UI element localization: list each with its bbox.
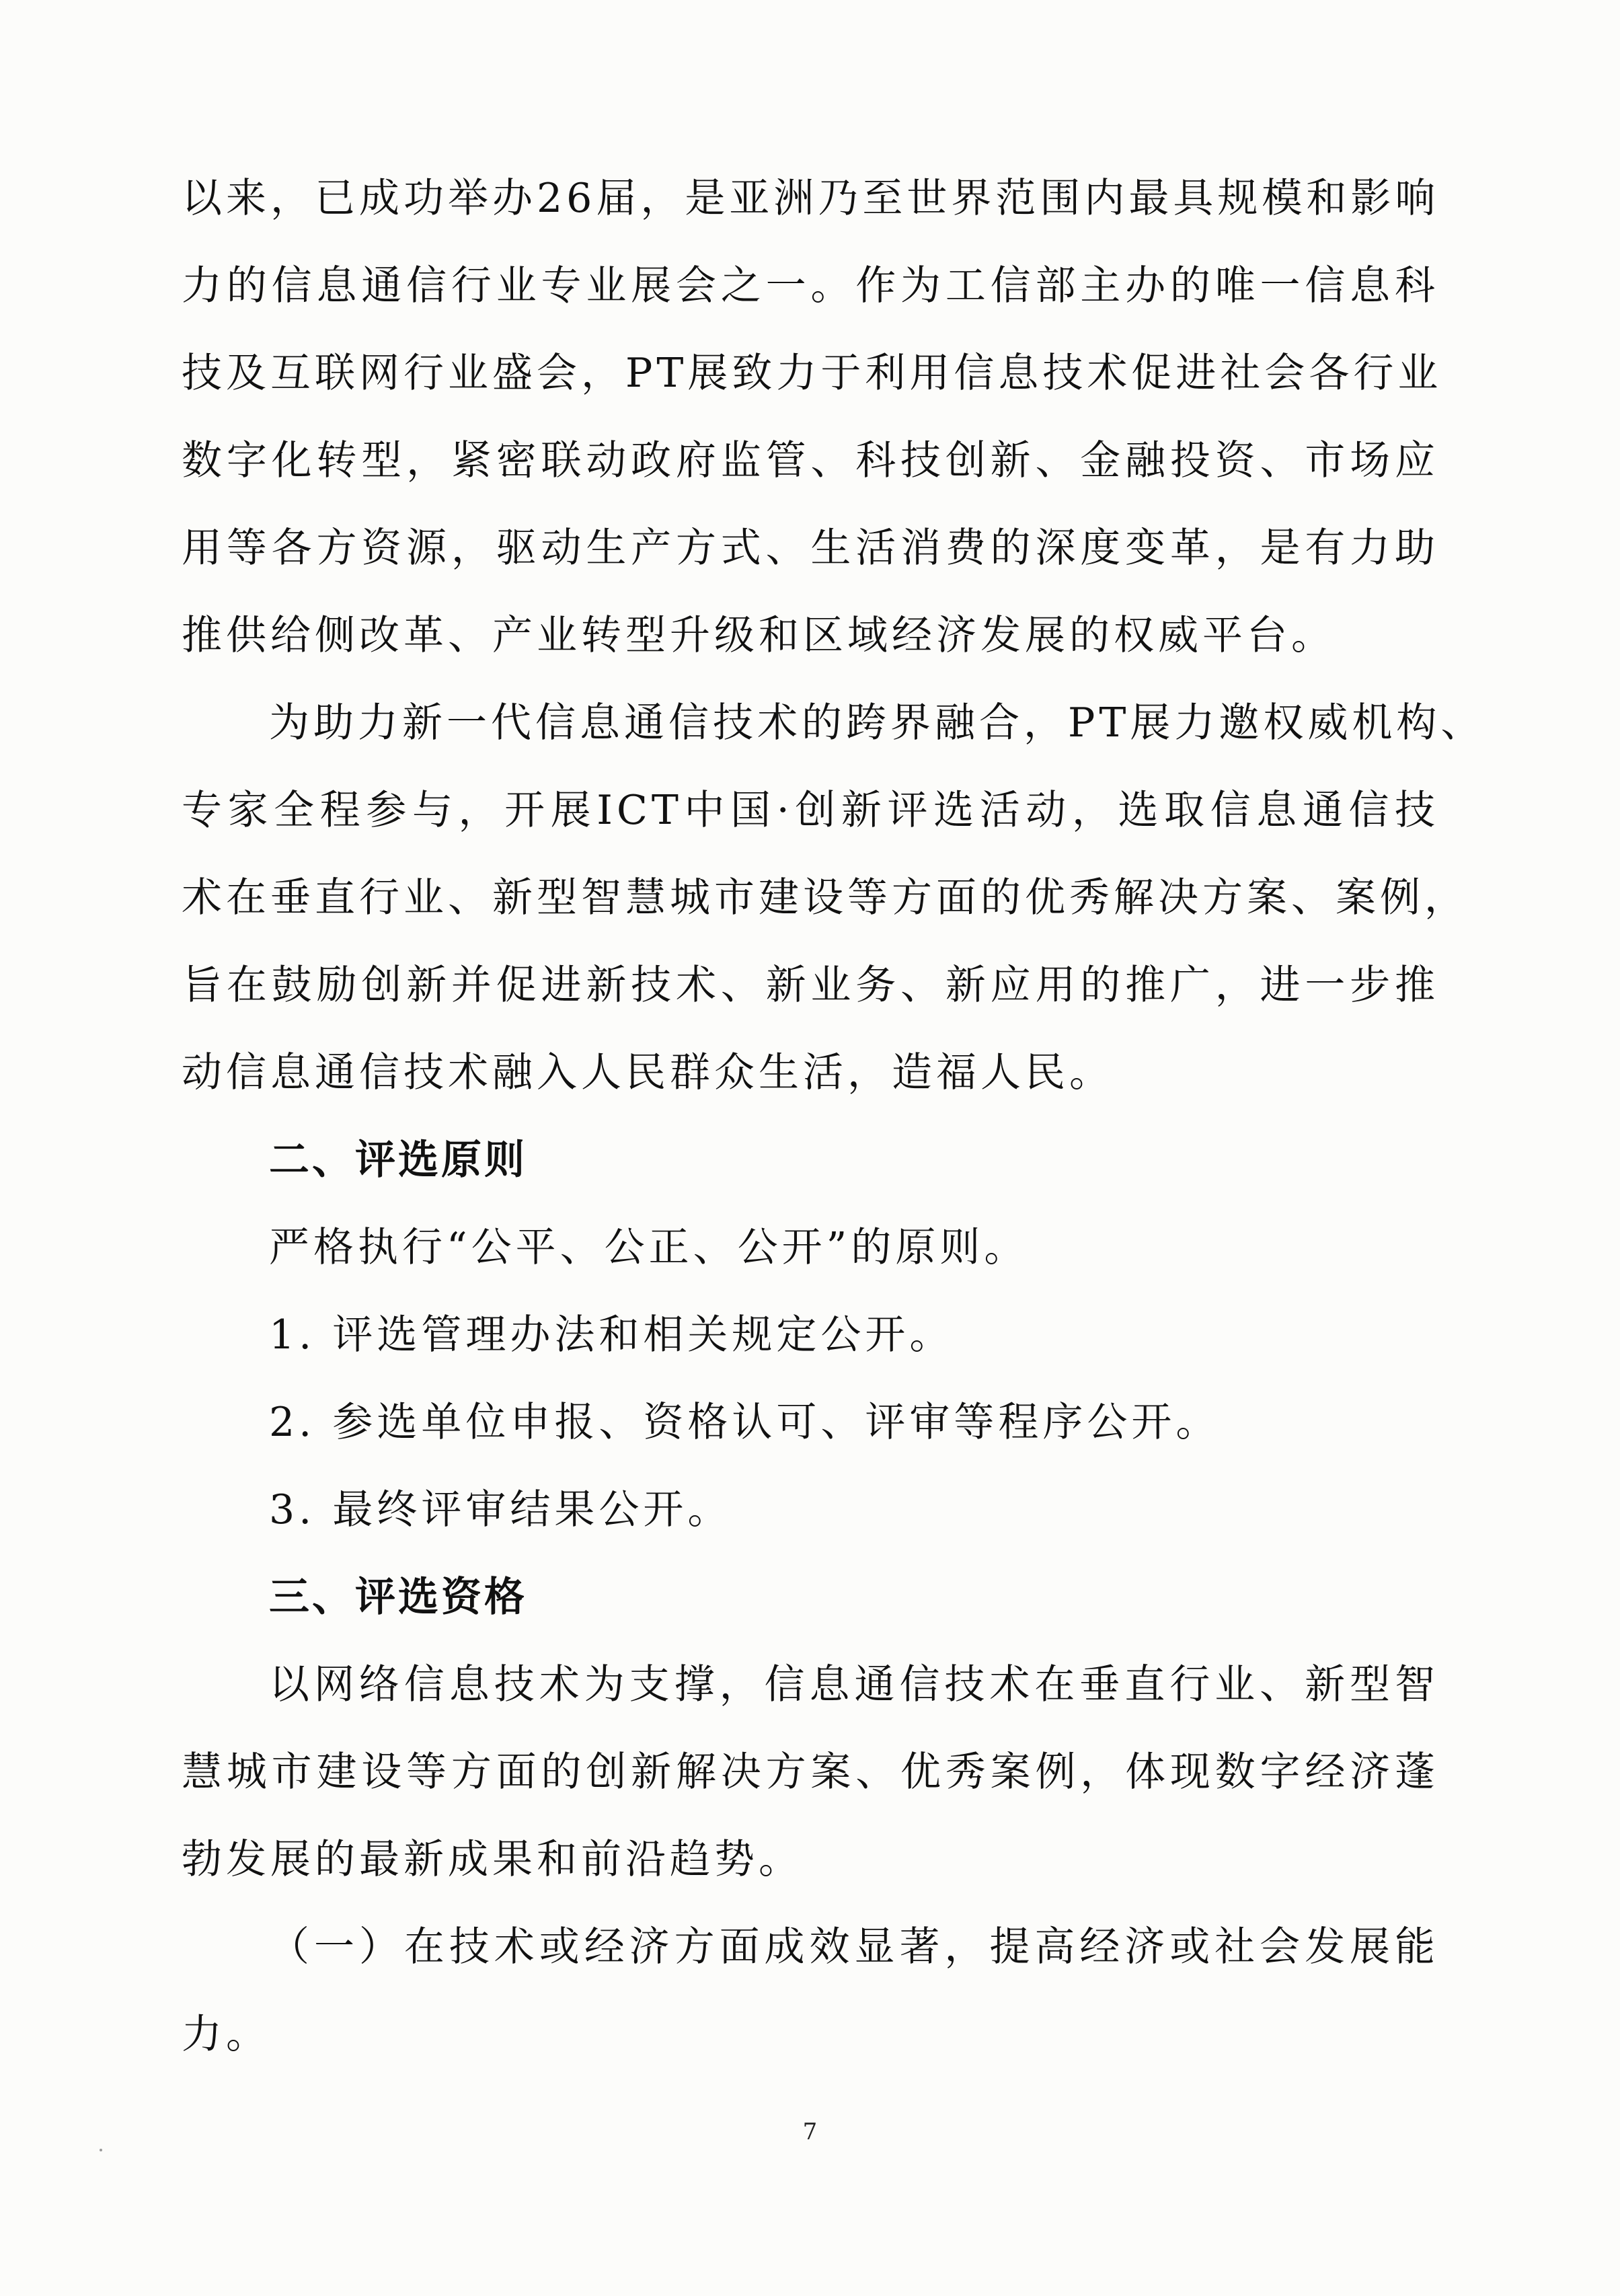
section-heading-qualifications: 三、评选资格	[269, 1574, 527, 1621]
paragraph-4-line-1: （一）在技术或经济方面成效显著，提高经济或社会发展能	[269, 1923, 1439, 1970]
paragraph-2-line-2: 专家全程参与，开展ICT中国·创新评选活动，选取信息通信技	[182, 787, 1439, 834]
principle-intro: 严格执行“公平、公正、公开”的原则。	[269, 1224, 1029, 1271]
principle-item-3: 3. 最终评审结果公开。	[269, 1486, 732, 1533]
scan-speck	[100, 2149, 102, 2151]
page-number: 7	[802, 2118, 818, 2145]
section-heading-principles: 二、评选原则	[269, 1137, 527, 1184]
paragraph-3-line-1: 以网络信息技术为支撑，信息通信技术在垂直行业、新型智	[269, 1661, 1439, 1708]
principle-item-1: 1. 评选管理办法和相关规定公开。	[269, 1311, 954, 1359]
paragraph-2-line-1: 为助力新一代信息通信技术的跨界融合，PT展力邀权威机构、	[269, 699, 1486, 747]
paragraph-1-line-2: 力的信息通信行业专业展会之一。作为工信部主办的唯一信息科	[182, 262, 1439, 309]
paragraph-1-line-3: 技及互联网行业盛会，PT展致力于利用信息技术促进社会各行业	[182, 350, 1442, 397]
paragraph-1-line-4: 数字化转型，紧密联动政府监管、科技创新、金融投资、市场应	[182, 437, 1439, 484]
principle-item-2: 2. 参选单位申报、资格认可、评审等程序公开。	[269, 1399, 1221, 1446]
paragraph-2-line-4: 旨在鼓励创新并促进新技术、新业务、新应用的推广，进一步推	[182, 962, 1439, 1009]
paragraph-1-line-5: 用等各方资源，驱动生产方式、生活消费的深度变革，是有力助	[182, 525, 1439, 572]
paragraph-4-line-2: 力。	[182, 2011, 270, 2058]
paragraph-2-line-5: 动信息通信技术融入人民群众生活，造福人民。	[182, 1049, 1114, 1096]
paragraph-1-line-1: 以来，已成功举办26届，是亚洲乃至世界范围内最具规模和影响	[182, 175, 1440, 222]
paragraph-1-line-6: 推供给侧改革、产业转型升级和区域经济发展的权威平台。	[182, 612, 1336, 659]
paragraph-3-line-3: 勃发展的最新成果和前沿趋势。	[182, 1836, 803, 1883]
paragraph-2-line-3: 术在垂直行业、新型智慧城市建设等方面的优秀解决方案、案例，	[182, 874, 1469, 921]
document-body	[182, 155, 1486, 2078]
paragraph-3-line-2: 慧城市建设等方面的创新解决方案、优秀案例，体现数字经济蓬	[182, 1749, 1439, 1796]
